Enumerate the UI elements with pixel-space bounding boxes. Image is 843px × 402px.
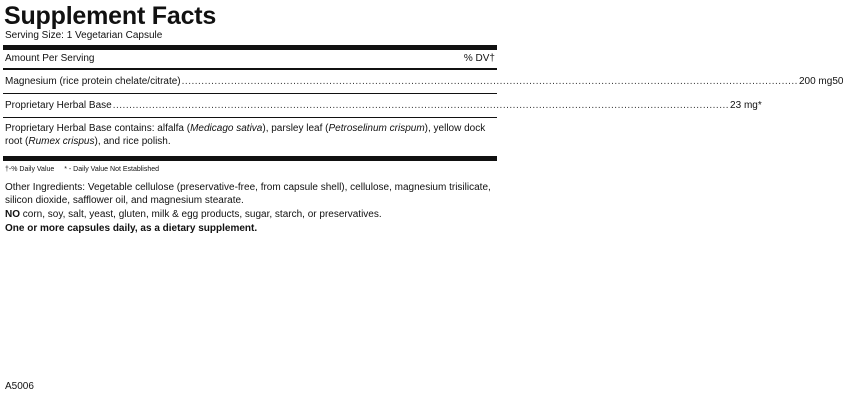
allergen-statement: NO corn, soy, salt, yeast, gluten, milk & egg products, sugar, starch, or preservatives. bbox=[5, 209, 382, 220]
supplement-facts-panel bbox=[3, 2, 843, 236]
star-footnote: * - Daily Value Not Established bbox=[64, 166, 160, 173]
amount-per-serving-label: Amount Per Serving bbox=[5, 53, 95, 64]
nutrient-amount: 200 mg bbox=[798, 76, 833, 87]
latin-name: Petroselinum crispum bbox=[328, 123, 425, 134]
nutrient-amount: 23 mg bbox=[730, 100, 758, 111]
dv-legend bbox=[3, 161, 497, 175]
latin-name: Medicago sativa bbox=[190, 123, 263, 134]
column-header bbox=[3, 50, 497, 68]
leader-dots: ............................................................................................................................................................................................ bbox=[181, 76, 798, 87]
nutrient-row-herbal-base bbox=[3, 94, 762, 117]
nutrient-name: Proprietary Herbal Base bbox=[5, 100, 112, 111]
product-code: A5006 bbox=[5, 381, 34, 392]
serving-size: Serving Size: 1 Vegetarian Capsule bbox=[5, 30, 163, 41]
latin-name: Rumex crispus bbox=[28, 136, 95, 147]
herbal-blend-description: Proprietary Herbal Base contains: alfalfa (Medicago sativa), parsley leaf (Petroselinum crispum), yellow dock root (Rumex crispus), and rice polish. bbox=[5, 123, 486, 147]
nutrient-row-magnesium bbox=[3, 70, 843, 93]
nutrient-dv: * bbox=[757, 100, 762, 111]
other-ingredients-section bbox=[3, 175, 497, 235]
nutrient-name: Magnesium (rice protein chelate/citrate) bbox=[5, 76, 181, 87]
panel-title: Supplement Facts bbox=[4, 2, 217, 30]
dv-footnote: †-% Daily Value bbox=[5, 166, 55, 173]
other-ingredients: Other Ingredients: Vegetable cellulose (preservative-free, from capsule shell), cellulose, magnesium trisilicate, silicon dioxide, safflower oil, and magnesium stearate. bbox=[5, 182, 491, 206]
leader-dots: ............................................................................................................................................................................................ bbox=[112, 100, 730, 111]
dv-header-label: % DV† bbox=[463, 53, 495, 64]
directions: One or more capsules daily, as a dietary supplement. bbox=[5, 223, 258, 234]
nutrient-dv: 50 bbox=[832, 76, 843, 87]
